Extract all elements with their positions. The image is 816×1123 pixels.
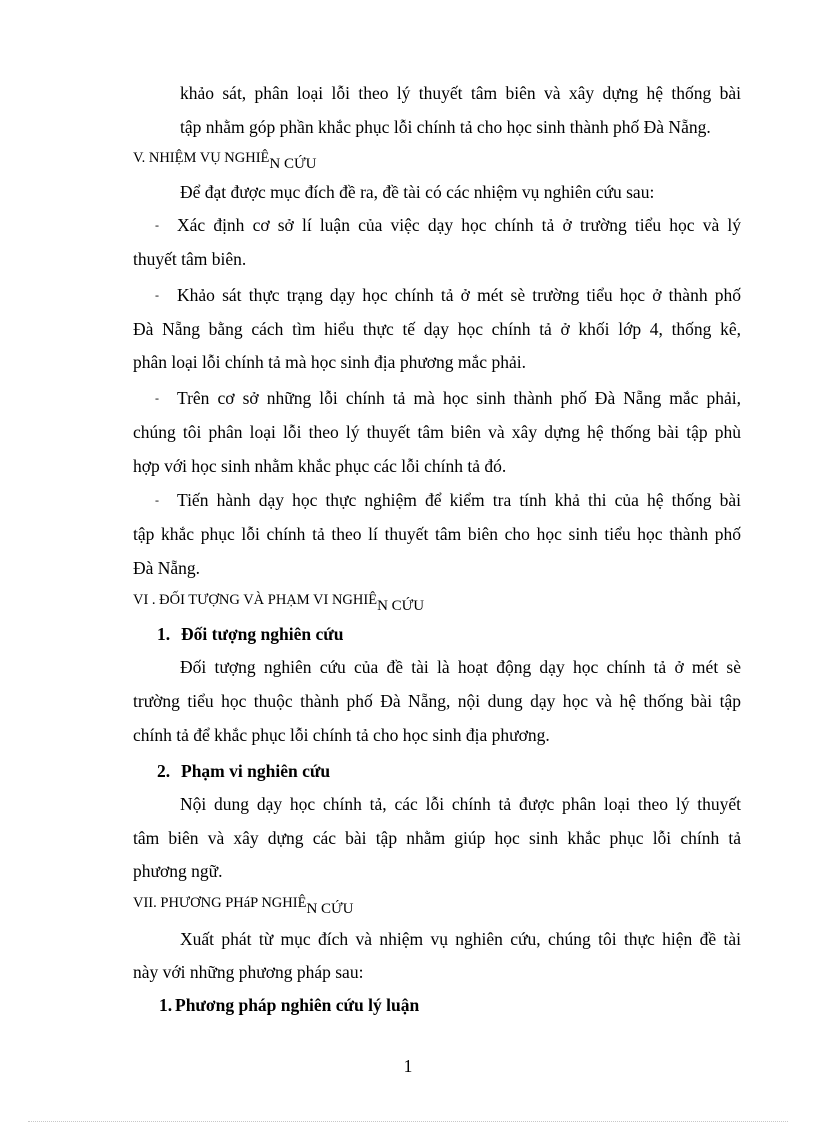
section-7-heading-tail: N CỨU — [306, 901, 354, 917]
section-5-item-1-line-2: thuyết tâm biên. — [133, 249, 247, 269]
section-6-sub-2-heading — [157, 760, 330, 782]
section-7-heading-main: VII. PHƯƠNG PHáP NGHIÊ — [133, 895, 307, 911]
bullet-dash-icon: - — [155, 218, 159, 232]
intro-line-2: tập nhằm góp phần khắc phục lỗi chính tả cho học sinh thành phố Đà Nẵng. — [180, 117, 711, 137]
bullet-dash-icon: - — [155, 288, 159, 302]
section-5-item-2-line-2: Đà Nẵng bằng cách tìm hiểu thực tế dạy học chính tả ở khối lớp 4, thống kê, — [133, 319, 741, 339]
section-6-heading — [133, 590, 425, 614]
sub-number: 1. — [157, 624, 171, 644]
section-7-line-1: Xuất phát từ mục đích và nhiệm vụ nghiên cứu, chúng tôi thực hiện đề tài — [180, 929, 741, 949]
sub-number: 2. — [157, 761, 171, 781]
section-5-item-4-line-2: tập khắc phục lỗi chính tả theo lí thuyết tâm biên cho học sinh tiểu học thành phố — [133, 524, 741, 544]
sub-number: 1. — [159, 995, 173, 1015]
item-text: Trên cơ sở những lỗi chính tả mà học sinh thành phố Đà Nẵng mắc phải, — [177, 388, 741, 408]
section-6-sub-1-heading — [157, 623, 343, 645]
page-number: 1 — [403, 1056, 413, 1076]
section-7-line-2: này với những phương pháp sau: — [133, 962, 364, 982]
sub-title: Phương pháp nghiên cứu lý luận — [175, 995, 420, 1015]
section-7-sub-1-heading — [159, 994, 419, 1016]
section-5-item-1-line-1 — [133, 214, 741, 238]
section-6-sub-1-line-2: trường tiểu học thuộc thành phố Đà Nẵng, nội dung dạy học và hệ thống bài tập — [133, 691, 741, 711]
page-bottom-divider — [28, 1121, 788, 1122]
item-text: Xác định cơ sở lí luận của việc dạy học chính tả ở trường tiểu học và lý — [177, 215, 741, 235]
item-text: Khảo sát thực trạng dạy học chính tả ở mét sè trường tiểu học ở thành phố — [177, 285, 741, 305]
section-6-sub-1-line-3: chính tả để khắc phục lỗi chính tả cho học sinh địa phương. — [133, 725, 550, 745]
sub-title: Đối tượng nghiên cứu — [181, 624, 344, 644]
section-5-item-3-line-3: hợp với học sinh nhằm khắc phục các lỗi chính tả đó. — [133, 456, 507, 476]
section-5-heading-main: V. NHIỆM VỤ NGHIÊ — [133, 150, 270, 166]
section-5-item-2-line-3: phân loại lỗi chính tả mà học sinh địa phương mắc phải. — [133, 352, 526, 372]
section-5-item-4-line-3: Đà Nẵng. — [133, 558, 201, 578]
bullet-dash-icon: - — [155, 493, 159, 507]
section-5-item-3-line-1 — [133, 387, 741, 411]
section-5-item-2-line-1 — [133, 284, 741, 308]
section-5-item-3-line-2: chúng tôi phân loại lỗi theo lý thuyết tâm biên và xây dựng hệ thống bài tập phù — [133, 422, 741, 442]
sub-title: Phạm vi nghiên cứu — [181, 761, 331, 781]
section-5-heading-tail: N CỨU — [269, 156, 317, 172]
section-5-intro: Để đạt được mục đích đề ra, đề tài có các nhiệm vụ nghiên cứu sau: — [180, 182, 655, 202]
section-5-item-4-line-1 — [133, 489, 741, 513]
section-6-sub-2-line-3: phương ngữ. — [133, 861, 223, 881]
section-5-heading — [133, 148, 317, 172]
item-text: Tiến hành dạy học thực nghiệm để kiểm tra tính khả thi của hệ thống bài — [177, 490, 741, 510]
section-6-sub-1-line-1: Đối tượng nghiên cứu của đề tài là hoạt động dạy học chính tả ở mét sè — [180, 657, 741, 677]
section-6-heading-tail: N CỨU — [377, 598, 425, 614]
section-7-heading — [133, 893, 354, 917]
section-6-sub-2-line-1: Nội dung dạy học chính tả, các lỗi chính tả được phân loại theo lý thuyết — [180, 794, 741, 814]
section-6-heading-main: VI . ĐỐI TƯỢNG VÀ PHẠM VI NGHIÊ — [133, 592, 378, 608]
bullet-dash-icon: - — [155, 391, 159, 405]
section-6-sub-2-line-2: tâm biên và xây dựng các bài tập nhằm giúp học sinh khắc phục lỗi chính tả — [133, 828, 741, 848]
intro-line-1: khảo sát, phân loại lỗi theo lý thuyết tâm biên và xây dựng hệ thống bài — [180, 83, 741, 103]
